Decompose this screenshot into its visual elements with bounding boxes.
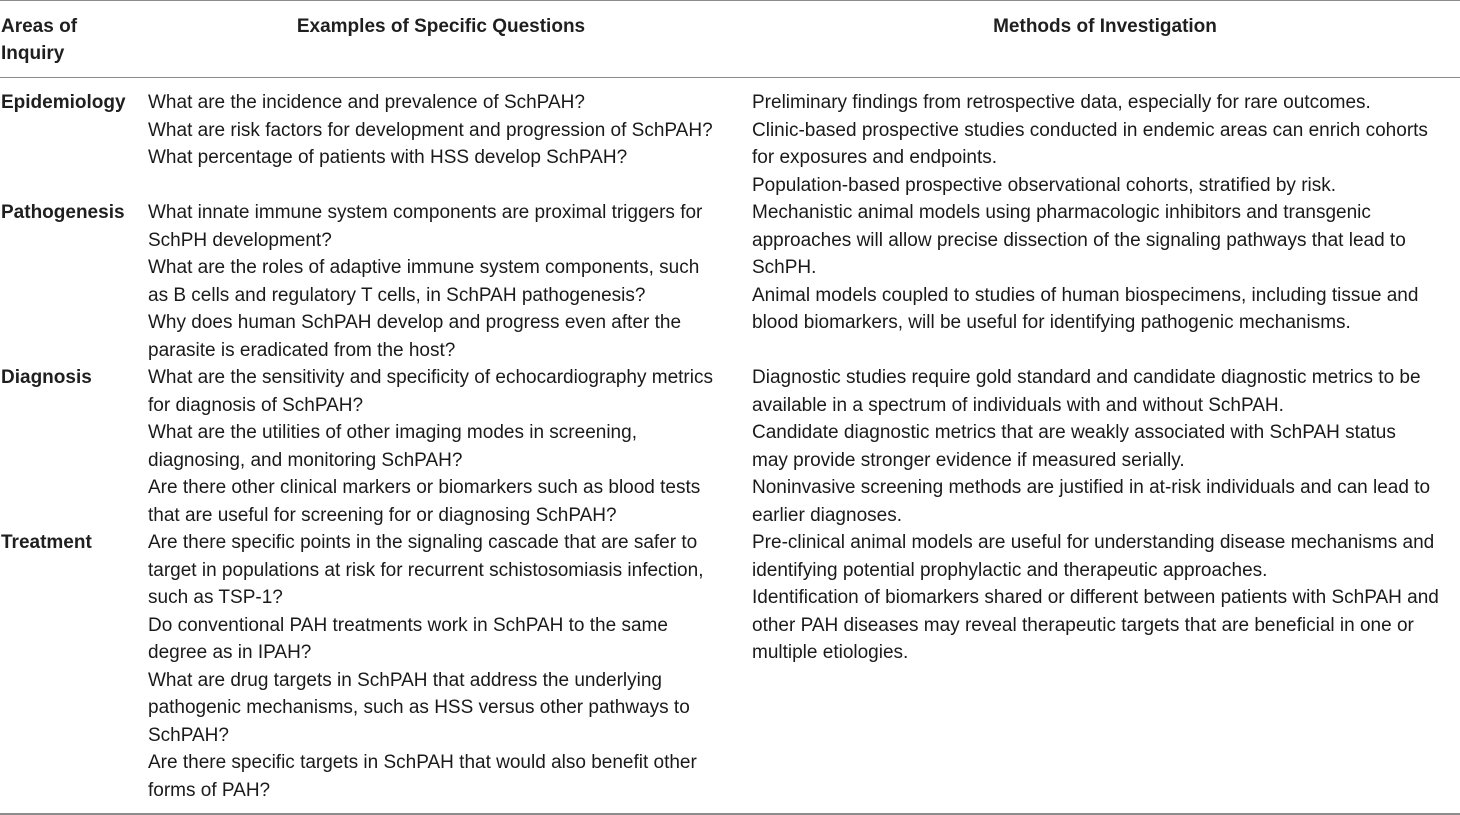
method-item: Identification of biomarkers shared or different between patients with SchPAH and other PAH diseases may reveal therapeutic targets that are beneficial in one or multiple etiologies. bbox=[752, 587, 1439, 663]
question-item: Do conventional PAH treatments work in SchPAH to the same degree as in IPAH? bbox=[148, 614, 668, 663]
question-item: Are there specific targets in SchPAH that would also benefit other forms of PAH? bbox=[148, 752, 697, 801]
area-label: Epidemiology bbox=[1, 92, 126, 113]
header-rule bbox=[0, 77, 1460, 78]
area-label: Diagnosis bbox=[1, 367, 92, 388]
question-item: What are the sensitivity and specificity of echocardiography metrics for diagnosis of SchPAH? bbox=[148, 367, 713, 416]
methods-cell bbox=[752, 364, 1458, 529]
top-rule bbox=[0, 0, 1460, 1]
question-item: What are drug targets in SchPAH that address the underlying pathogenic mechanisms, such as HSS versus other pathways to SchPAH? bbox=[148, 669, 690, 746]
question-item: Why does human SchPAH develop and progress even after the parasite is eradicated from the host? bbox=[148, 312, 682, 361]
questions-cell bbox=[148, 529, 734, 804]
methods-cell bbox=[752, 89, 1458, 199]
method-item: Population-based prospective observational cohorts, stratified by risk. bbox=[752, 174, 1337, 196]
header-methods-of-investigation: Methods of Investigation bbox=[993, 16, 1217, 37]
area-label: Pathogenesis bbox=[1, 202, 125, 223]
area-label: Treatment bbox=[1, 532, 92, 553]
methods-cell bbox=[752, 199, 1458, 337]
bottom-rule bbox=[0, 813, 1460, 815]
methods-cell bbox=[752, 529, 1458, 667]
method-item: Diagnostic studies require gold standard and candidate diagnostic metrics to be available in a spectrum of individuals with and without SchPAH. bbox=[752, 367, 1421, 416]
method-item: Animal models coupled to studies of human biospecimens, including tissue and blood biomarkers, will be useful for identifying pathogenic mechanisms. bbox=[752, 284, 1419, 333]
question-item: What innate immune system components are proximal triggers for SchPH development? bbox=[148, 202, 703, 251]
question-item: What are the incidence and prevalence of SchPAH? bbox=[148, 92, 585, 113]
header-areas-of-inquiry: Areas of Inquiry bbox=[1, 16, 78, 64]
question-item: What are risk factors for development and progression of SchPAH? bbox=[148, 119, 713, 141]
questions-cell bbox=[148, 89, 734, 172]
method-item: Pre-clinical animal models are useful for understanding disease mechanisms and identifying potential prophylactic and therapeutic approaches. bbox=[752, 532, 1435, 581]
questions-cell bbox=[148, 199, 734, 364]
questions-cell bbox=[148, 364, 734, 529]
method-item: Noninvasive screening methods are justified in at-risk individuals and can lead to earlier diagnoses. bbox=[752, 477, 1431, 526]
header-examples-of-specific-questions: Examples of Specific Questions bbox=[296, 16, 586, 37]
method-item: Preliminary findings from retrospective data, especially for rare outcomes. bbox=[752, 92, 1371, 113]
question-item: What are the roles of adaptive immune system components, such as B cells and regulatory T cells, in SchPAH pathogenesis? bbox=[148, 257, 700, 306]
method-item: Candidate diagnostic metrics that are weakly associated with SchPAH status may provide stronger evidence if measured serially. bbox=[752, 422, 1396, 471]
question-item: Are there specific points in the signaling cascade that are safer to target in populations at risk for recurrent schistosomiasis infection, such as TSP-1? bbox=[148, 532, 704, 608]
question-item: What percentage of patients with HSS develop SchPAH? bbox=[148, 147, 628, 168]
method-item: Clinic-based prospective studies conducted in endemic areas can enrich cohorts for exposures and endpoints. bbox=[752, 119, 1428, 168]
question-item: What are the utilities of other imaging modes in screening, diagnosing, and monitoring SchPAH? bbox=[148, 422, 637, 471]
question-item: Are there other clinical markers or biomarkers such as blood tests that are useful for screening for or diagnosing SchPAH? bbox=[148, 477, 701, 526]
method-item: Mechanistic animal models using pharmacologic inhibitors and transgenic approaches will allow precise dissection of the signaling pathways that lead to SchPH. bbox=[752, 202, 1406, 278]
